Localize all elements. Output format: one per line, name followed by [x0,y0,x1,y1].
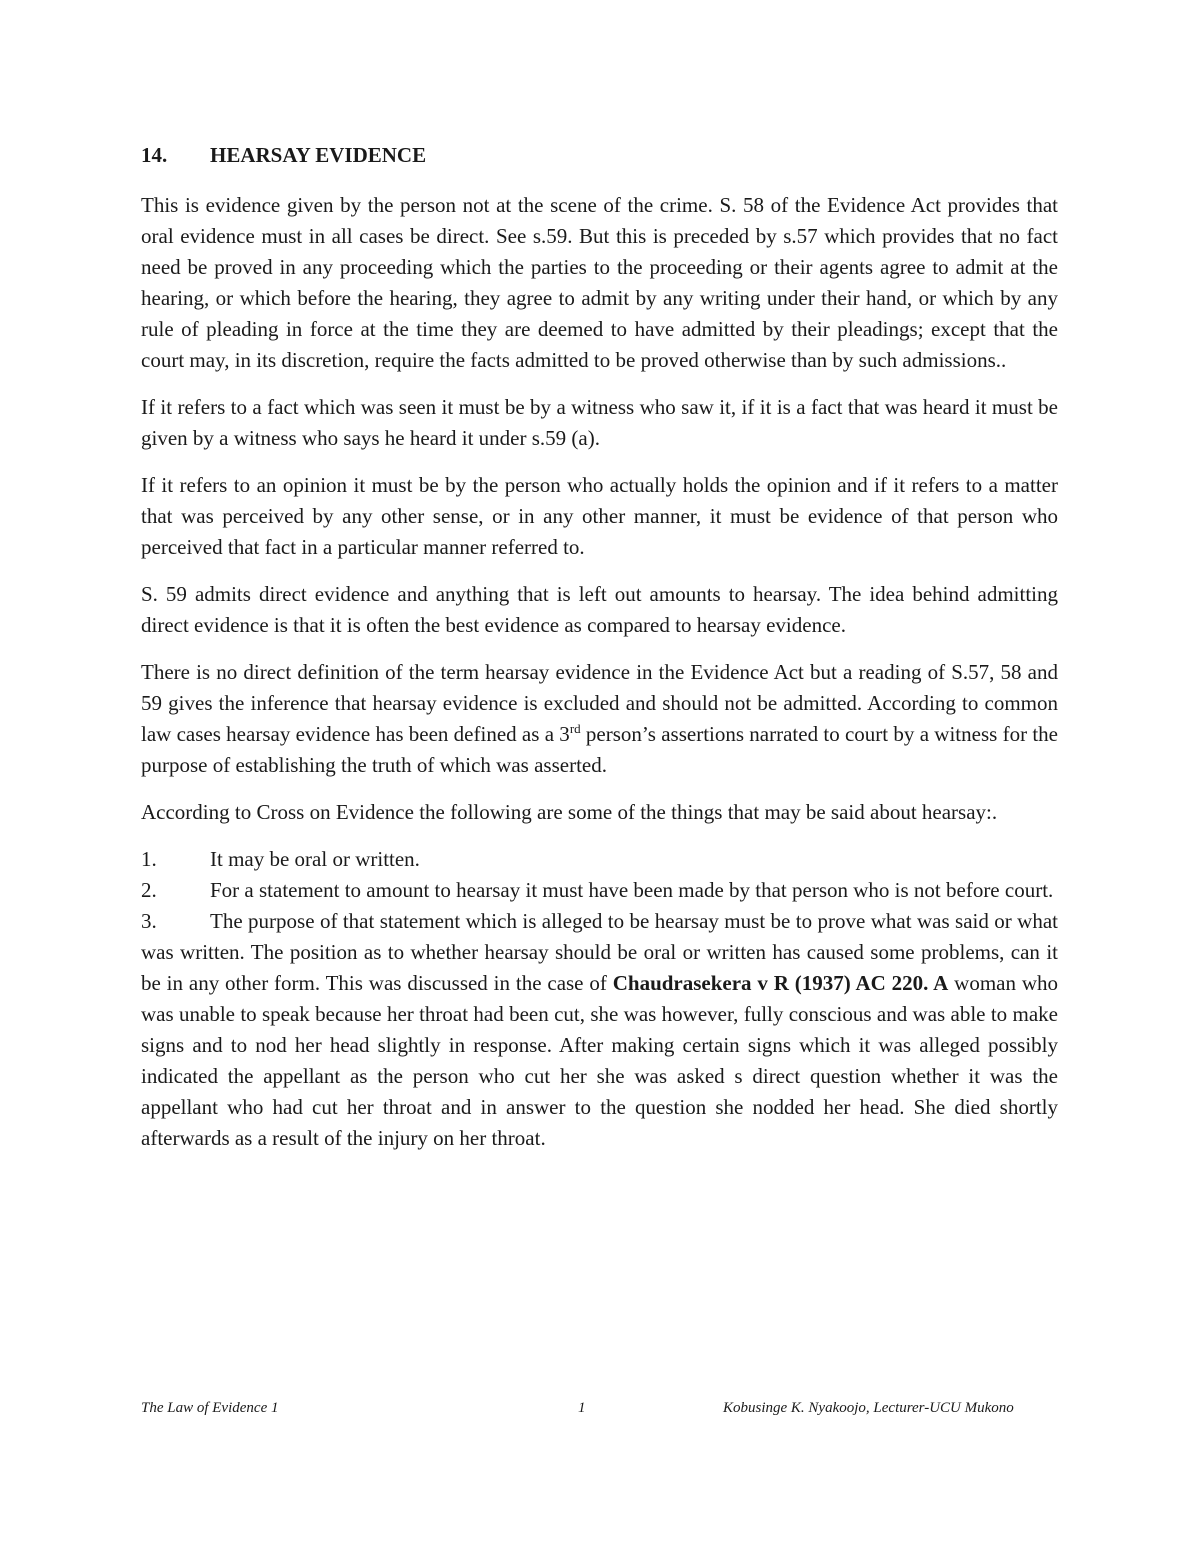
footer-course-title: The Law of Evidence 1 [141,1400,279,1416]
list-item [141,875,1058,906]
numbered-list [141,844,1058,1154]
paragraph-text: person’s assertions narrated to court by a witness for the purpose of establishing the truth of which was asserted. [141,722,1058,777]
section-heading [141,140,1058,171]
paragraph-opinion: If it refers to an opinion it must be by the person who actually holds the opinion and if it refers to a matter that was perceived by any other sense, or in any other manner, it must be evidence of that person who perceived that fact in a particular manner referred to. [141,473,1058,559]
section-number: 14. [141,143,168,167]
paragraph-text: There is no direct definition of the term hearsay evidence in the Evidence Act but a reading of S.57, 58 and 59 gives the inference that hearsay evidence is excluded and should not be admitted. According to common law cases hearsay evidence has been defined as a 3 [141,660,1058,746]
list-text: woman who was unable to speak because her throat had been cut, she was however, fully conscious and was able to make signs and to nod her head slightly in response. After making certain signs which it was alleged possibly indicated the appellant as the person who cut her she was asked s direct question whether it was the appellant who had cut her throat and in answer to the question she nodded her head. She died shortly afterwards as a result of the injury on her throat. [141,971,1058,1150]
list-number: 2. [141,878,157,902]
list-text: The purpose of that statement which is alleged to be hearsay must be to prove what was said or what was written. The position as to whether hearsay should be oral or written has caused some problems, can it be in any other form. This was discussed in the case of [141,909,1058,995]
paragraph-definition-common-law [141,657,1058,781]
list-item [141,906,1058,1154]
case-citation: Chaudrasekera v R (1937) AC 220. A [612,971,949,995]
list-item [141,844,1058,875]
section-title: HEARSAY EVIDENCE [210,143,427,167]
paragraph-fact-seen: If it refers to a fact which was seen it must be by a witness who saw it, if it is a fact that was heard it must be given by a witness who says he heard it under s.59 (a). [141,395,1058,450]
list-number: 3. [141,909,157,933]
list-text: For a statement to amount to hearsay it must have been made by that person who is not before court. [210,878,1054,902]
list-text: It may be oral or written. [210,847,420,871]
paragraph-definition: This is evidence given by the person not at the scene of the crime. S. 58 of the Evidence Act provides that oral evidence must in all cases be direct. See s.59. But this is preceded by s.57 which provides that no fact need be proved in any proceeding which the parties to the proceeding or their agents agree to admit at the hearing, or which before the hearing, they agree to admit by any writing under their hand, or which by any rule of pleading in force at the time they are deemed to have admitted by their pleadings; except that the court may, in its discretion, require the facts admitted to be proved otherwise than by such admissions.. [141,193,1058,372]
ordinal-superscript: rd [569,721,581,736]
footer-author: Kobusinge K. Nyakoojo, Lecturer-UCU Mukono [723,1400,1014,1416]
footer-page-number: 1 [578,1400,586,1416]
page-body [141,140,1058,1154]
paragraph-direct-evidence: S. 59 admits direct evidence and anything that is left out amounts to hearsay. The idea behind admitting direct evidence is that it is often the best evidence as compared to hearsay evidence. [141,582,1058,637]
paragraph-cross-on-evidence: According to Cross on Evidence the following are some of the things that may be said about hearsay:. [141,800,998,824]
list-number: 1. [141,847,157,871]
